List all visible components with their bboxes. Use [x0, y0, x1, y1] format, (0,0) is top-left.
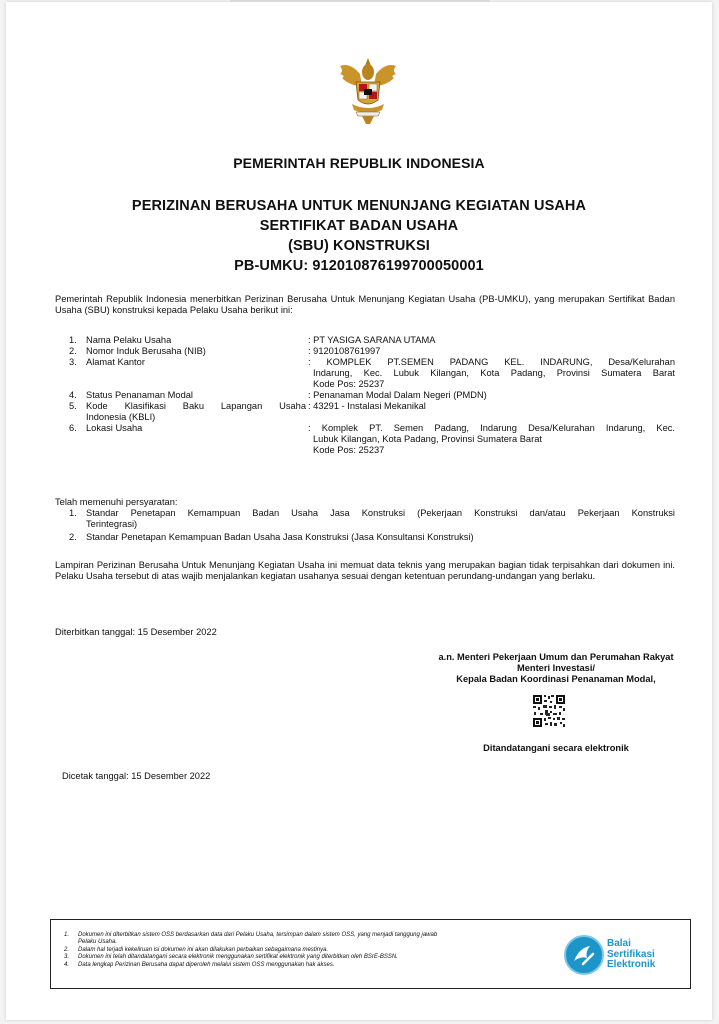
qr-code-icon	[532, 694, 566, 728]
intro-paragraph: Pemerintah Republik Indonesia menerbitkan Perizinan Berusaha Untuk Menunjang Kegiatan Usaha (PB-UMKU), yang merupakan Sertifikat Badan Usaha (SBU) konstruksi kepada Pelaku Usaha berikut ini:	[55, 294, 675, 315]
list-item: 2. Dalam hal terjadi kekeliruan isi dokumen ini akan dilakukan perbaikan sebagaimana mestinya.	[64, 946, 329, 953]
pb-umku-number: PB-UMKU: 912010876199700050001	[234, 258, 484, 274]
certificate-page: PEMERINTAH REPUBLIK INDONESIA PERIZINAN BERUSAHA UNTUK MENUNJANG KEGIATAN USAHA SERTIFIKAT BADAN USAHA (SBU) KONSTRUKSI PB-UMKU: 912010876199700050001 Pemerintah Republik Indonesia menerbitkan Perizinan Berusaha Untuk Menunjang Kegiatan Usaha (PB-UMKU), yang merupakan Sertifikat Badan Usaha (SBU) konstruksi kepada Pelaku Usaha berikut ini: 1. Nama Pelaku Usaha : PT YASIGA SARANA UTAMA 2. Nomor Induk Berusaha (NIB) : 9120108761997 3. Alamat Kantor : KOMPLEK PT.SEMEN PADANG KEL. INDARUNG, Desa/Kelurahan Indarung, Kec. Lubuk Kilangan, Kota Padang, Provinsi Sumatera Barat Kode Pos: 25237 4. Status Penanaman Modal : Penanaman Modal Dalam Negeri (PMDN) 5. Kode Klasifikasi Baku Lapangan Usaha : 43291 - Instalasi Mekanikal Indonesia (KBLI) 6. Lokasi Usaha : Komplek PT. Semen Padang, Indarung Desa/Kelurahan Indarung, Kec. Lubuk Kilangan, Kota Padang, Provinsi Sumatera Barat Kode Pos: 25237 Telah memenuhi persyaratan: 1. Standar Penetapan Kemampuan Badan Usaha Jasa Konstruksi (Pekerjaan Konstruksi dan/atau Pekerjaan Konstruksi Terintegrasi) 2. Standar Penetapan Kemampuan Badan Usaha Jasa Konstruksi (Jasa Konsultansi Konstruksi) Lampiran Perizinan Berusaha Untuk Menunjang Kegiatan Usaha ini memuat data teknis yang merupakan bagian tidak terpisahkan dari dokumen ini. Pelaku Usaha tersebut di atas wajib menjalankan kegiatan usahanya sesuai dengan ketentuan perundang-undangan yang berlaku. Diterbitkan tanggal: 15 Desember 2022 a.n. Menteri Pekerjaan Umum dan Perumahan Rakyat Menteri Investasi/ Kepala Badan Koordinasi Penanaman Modal, Ditandatangani secara elektronik Dicetak tanggal: 15 Desember 2022 1. Dokumen ini diterbitkan sistem OSS berdasarkan data dari Pelaku Usaha, tersimpan dalam sistem OSS, yang menjadi tanggung jawab Pelaku Usaha. 2. Dalam hal terjadi kekeliruan isi dokumen ini akan dilakukan perbaikan sebagaimana mestinya. 3. Dokumen ini telah ditandatangani secara elektronik menggunakan sertifikat elektronik yang diterbitkan oleh BSrE-BSSN. 4. Data lengkap Perizinan Berusaha dapat diperoleh melalui sistem OSS menggunakan hak akses. Balai Sertifikasi Elektronik	[6, 2, 712, 1020]
requirements-heading: Telah memenuhi persyaratan:	[55, 497, 178, 507]
list-item: 3. Dokumen ini telah ditandatangani secara elektronik menggunakan sertifikat elektronik yang diterbitkan oleh BSrE-BSSN.	[64, 954, 398, 961]
signatory-line3: Kepala Badan Koordinasi Penanaman Modal,	[456, 674, 656, 684]
attachment-note: Lampiran Perizinan Berusaha Untuk Menunjang Kegiatan Usaha ini memuat data teknis yang merupakan bagian tidak terpisahkan dari dokumen ini. Pelaku Usaha tersebut di atas wajib menjalankan kegiatan usahanya sesuai dengan ketentuan perundang-undangan yang berlaku.	[55, 560, 675, 581]
document-title-line2: SERTIFIKAT BADAN USAHA	[259, 218, 459, 234]
issued-date: Diterbitkan tanggal: 15 Desember 2022	[55, 627, 217, 637]
signatory-line2: Menteri Investasi/	[516, 663, 596, 673]
garuda-emblem-icon	[332, 52, 404, 126]
signed-electronically: Ditandatangani secara elektronik	[483, 743, 629, 753]
document-title-line3: (SBU) KONSTRUKSI	[288, 238, 430, 254]
printed-date: Dicetak tanggal: 15 Desember 2022	[62, 771, 211, 781]
bse-logo-text: Balai Sertifikasi Elektronik	[607, 938, 656, 970]
footer-notes-box	[50, 919, 691, 989]
list-item: 4. Data lengkap Perizinan Berusaha dapat diperoleh melalui sistem OSS menggunakan hak akses.	[64, 961, 335, 968]
document-title-line1: PERIZINAN BERUSAHA UNTUK MENUNJANG KEGIATAN USAHA	[131, 198, 587, 214]
signatory-line1: a.n. Menteri Pekerjaan Umum dan Perumahan Rakyat	[438, 652, 674, 662]
government-heading: PEMERINTAH REPUBLIK INDONESIA	[233, 155, 485, 171]
bse-logo-icon	[563, 934, 605, 976]
footer-notes	[61, 932, 571, 969]
list-item: 1. Dokumen ini diterbitkan sistem OSS berdasarkan data dari Pelaku Usaha, tersimpan dalam sistem OSS, yang menjadi tanggung jawab Pelaku Usaha.	[64, 932, 438, 946]
